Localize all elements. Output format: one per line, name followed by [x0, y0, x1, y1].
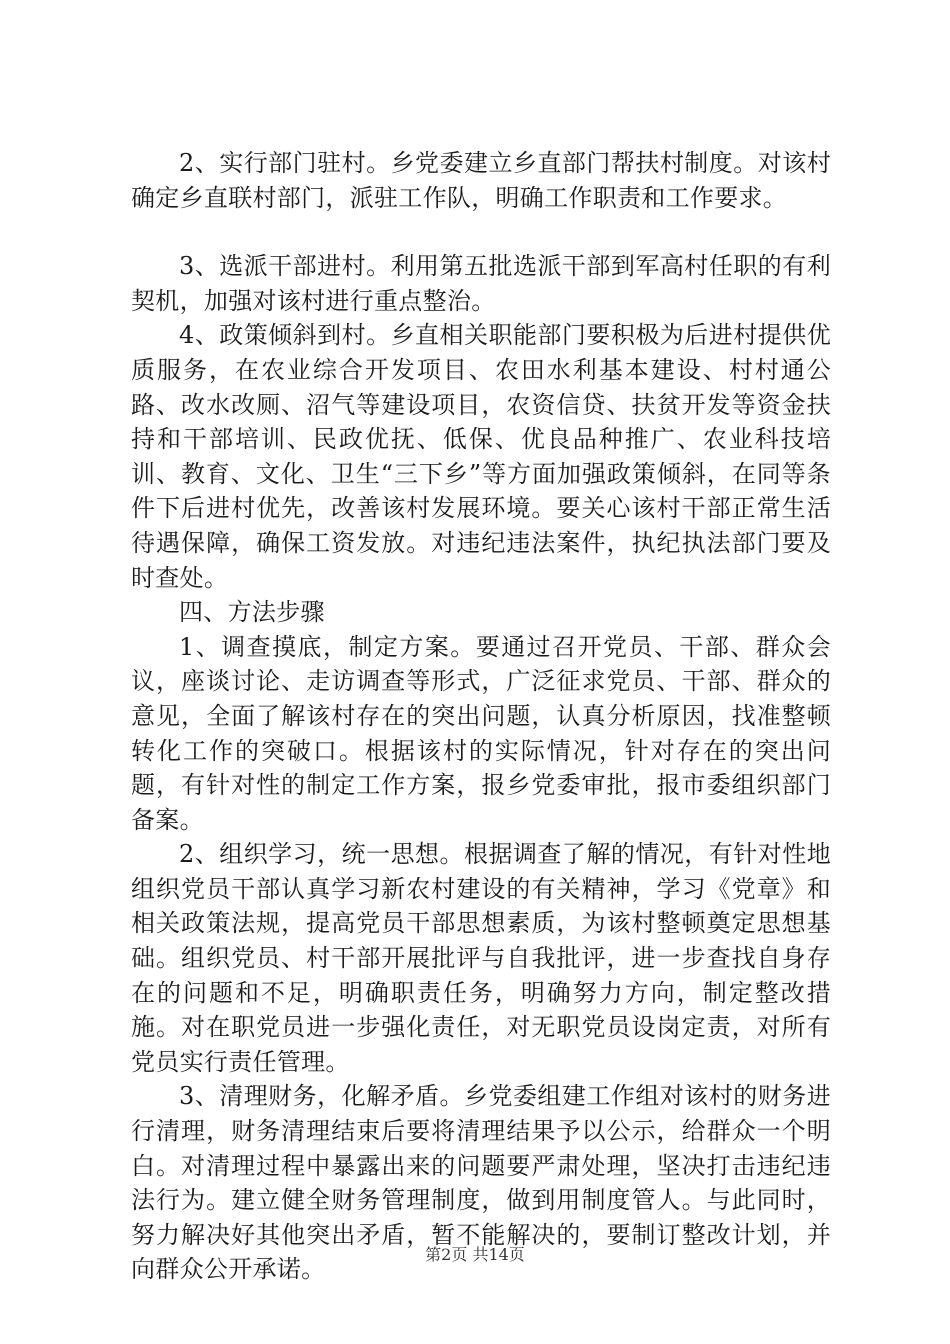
section-heading-methods: 四、方法步骤: [179, 598, 325, 627]
paragraph-gap: [131, 215, 831, 249]
paragraph-clear-finance: 3、清理财务，化解矛盾。乡党委组建工作组对该村的财务进行清理，财务清理结束后要将清理结果予以公示，给群众一个明白。对清理过程中暴露出来的问题要严肃处理，坚决打击违纪违法行为。建立健全财务管理制度，做到用制度管人。与此同时，努力解决好其他突出矛盾，暂不能解决的，要制订整改计划，并向群众公开承诺。: [131, 1082, 831, 1284]
page-number-label: 第2页 共14页: [425, 1245, 525, 1264]
page-footer: [0, 1242, 950, 1265]
paragraph-dept-stationed: 2、实行部门驻村。乡党委建立乡直部门帮扶村制度。对该村确定乡直联村部门，派驻工作队，明确工作职责和工作要求。: [131, 149, 831, 212]
paragraph-organize-study: 2、组织学习，统一思想。根据调查了解的情况，有针对性地组织党员干部认真学习新农村建设的有关精神，学习《党章》和相关政策法规，提高党员干部思想素质，为该村整顿奠定思想基础。组织党员、村干部开展批评与自我批评，进一步查找自身存在的问题和不足，明确职责任务，明确努力方向，制定整改措施。对在职党员进一步强化责任，对无职党员设岗定责，对所有党员实行责任管理。: [131, 840, 831, 1076]
paragraph-cadre-dispatch: 3、选派干部进村。利用第五批选派干部到军高村任职的有利契机，加强对该村进行重点整治。: [131, 252, 831, 315]
document-body: [131, 146, 831, 1287]
paragraph-survey-plan: 1、调查摸底，制定方案。要通过召开党员、干部、群众会议，座谈讨论、走访调查等形式，广泛征求党员、干部、群众的意见，全面了解该村存在的突出问题，认真分析原因，找准整顿转化工作的突破口。根据该村的实际情况，针对存在的突出问题，有针对性的制定工作方案，报乡党委审批，报市委组织部门备案。: [131, 632, 831, 834]
paragraph-policy-tilt: 4、政策倾斜到村。乡直相关职能部门要积极为后进村提供优质服务，在农业综合开发项目、农田水利基本建设、村村通公路、改水改厕、沼气等建设项目，农资信贷、扶贫开发等资金扶持和干部培训、民政优抚、低保、优良品种推广、农业科技培训、教育、文化、卫生“三下乡”等方面加强政策倾斜，在同等条件下后进村优先，改善该村发展环境。要关心该村干部正常生活待遇保障，确保工资发放。对违纪违法案件，执纪执法部门要及时查处。: [131, 321, 831, 592]
